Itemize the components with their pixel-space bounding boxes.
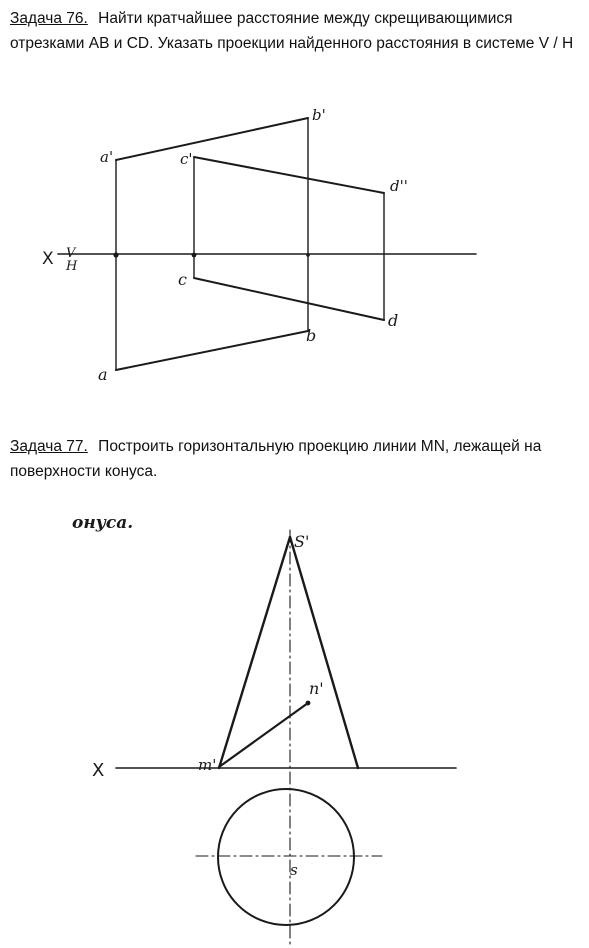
- cone-base-circle: [218, 789, 354, 925]
- line-m-prime-n-prime: [219, 703, 308, 767]
- drawing-77: [72, 513, 456, 945]
- drawing-76: [42, 106, 476, 384]
- axis-h-label: H: [66, 259, 78, 274]
- segment-c-prime-d-prime: [194, 157, 384, 193]
- label-a: a: [98, 365, 108, 384]
- label-m-prime: m': [198, 756, 217, 774]
- label-c-prime: c': [180, 150, 193, 168]
- task-77-text: Построить горизонтальную проекцию линии MN, лежащей на поверхности конуса.: [10, 438, 542, 480]
- point-n-prime: [306, 701, 311, 706]
- label-d-prime: d'': [390, 177, 408, 195]
- cone-right-generatrix: [290, 537, 358, 768]
- label-d: d: [388, 311, 399, 330]
- axis-x-label: X: [92, 760, 105, 781]
- segment-c-d: [194, 278, 384, 320]
- axis-v-label: V: [66, 246, 76, 261]
- text-fragment: онуса.: [72, 513, 134, 533]
- task-76-text: Найти кратчайшее расстояние между скрещивающимися отрезками AB и CD. Указать проекции найденного расстояния в системе V / H: [10, 10, 574, 52]
- label-s-prime: S': [294, 532, 310, 551]
- label-n-prime: n': [309, 679, 324, 698]
- segment-a-prime-b-prime: [116, 118, 308, 160]
- segment-a-b: [116, 331, 308, 370]
- label-b-prime: b': [312, 106, 326, 124]
- label-s: s: [290, 861, 298, 879]
- axis-x-label: X: [42, 249, 54, 269]
- task-77-number: Задача 77.: [10, 438, 88, 455]
- label-a-prime: a': [100, 148, 114, 166]
- task-76-number: Задача 76.: [10, 10, 88, 27]
- label-b: b: [306, 326, 317, 345]
- label-c: c: [178, 270, 187, 289]
- cone-left-generatrix: [219, 537, 290, 768]
